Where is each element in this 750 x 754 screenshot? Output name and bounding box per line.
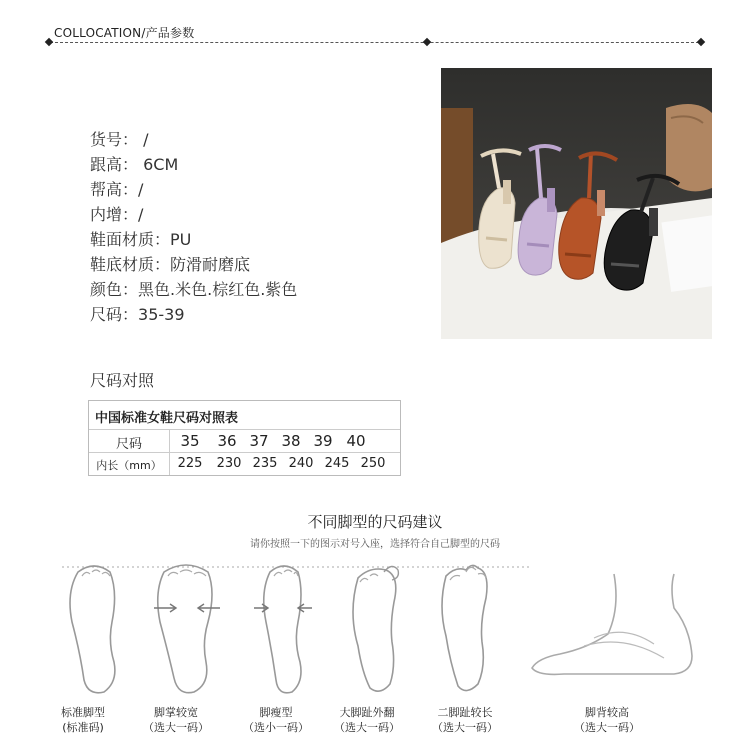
foot-type-name: 脚掌较宽 [154, 706, 198, 719]
size-chart-title: 尺码对照 [90, 371, 155, 390]
foot-guide-title: 不同脚型的尺码建议 [307, 513, 443, 531]
foot-high-instep-icon [524, 568, 710, 688]
length-row [169, 456, 391, 471]
foot-type-name: 标准脚型 [61, 706, 105, 719]
foot-type-advice: （选大一码） [432, 721, 498, 734]
size-cell: 38 [281, 432, 301, 450]
foot-bunion-icon [340, 562, 426, 698]
param-row [90, 277, 297, 302]
foot-type-label [226, 705, 326, 735]
length-row-label: 内长（mm） [96, 459, 162, 472]
foot-type-advice: （选大一码） [334, 721, 400, 734]
param-value: 黑色.米色.棕红色.紫色 [138, 280, 298, 299]
header-title: COLLOCATION/产品参数 [54, 24, 198, 41]
product-params [90, 127, 297, 327]
size-row [169, 432, 373, 450]
foot-type-name: 脚背较高 [585, 706, 629, 719]
length-cell: 235 [252, 456, 278, 471]
section-header [46, 22, 708, 46]
foot-type-advice: （选小一码） [243, 721, 309, 734]
param-value: 35-39 [138, 305, 185, 324]
size-chart-caption: 中国标准女鞋尺码对照表 [95, 411, 239, 426]
foot-type-label [126, 705, 226, 735]
table-divider [89, 452, 400, 453]
foot-type-name: 大脚趾外翻 [339, 706, 395, 719]
size-chart-table [88, 400, 401, 476]
foot-long-second-toe-icon [432, 562, 518, 698]
param-value: / [138, 180, 144, 199]
param-label: 内增： [90, 205, 139, 224]
length-cell: 250 [360, 456, 386, 471]
param-value: 防滑耐磨底 [170, 255, 251, 274]
param-row [90, 127, 297, 152]
param-row [90, 152, 297, 177]
param-row [90, 302, 297, 327]
param-label: 货号： [90, 130, 139, 149]
size-cell: 37 [249, 432, 269, 450]
param-value: / [138, 205, 144, 224]
size-cell: 36 [217, 432, 237, 450]
param-label: 跟高： [90, 155, 139, 174]
param-label: 颜色： [90, 280, 139, 299]
param-label: 鞋面材质： [90, 230, 171, 249]
param-row [90, 202, 297, 227]
size-cell: 40 [346, 432, 366, 450]
foot-type-advice: (标准码) [62, 721, 104, 734]
length-cell: 240 [288, 456, 314, 471]
foot-type-label [33, 705, 133, 735]
foot-wide-icon [150, 562, 236, 698]
param-value: PU [170, 230, 192, 249]
param-value: / [138, 130, 149, 149]
param-row [90, 252, 297, 277]
param-label: 帮高： [90, 180, 139, 199]
diamond-bullet-icon [697, 38, 705, 46]
diamond-bullet-icon [423, 38, 431, 46]
foot-type-advice: （选大一码） [574, 721, 640, 734]
foot-type-name: 脚瘦型 [259, 706, 293, 719]
length-cell: 245 [324, 456, 350, 471]
foot-type-advice: （选大一码） [143, 721, 209, 734]
foot-type-label [415, 705, 515, 735]
product-photo [441, 68, 712, 339]
param-value: 6CM [138, 155, 179, 174]
length-cell: 230 [216, 456, 242, 471]
param-row [90, 177, 297, 202]
foot-slim-icon [250, 562, 336, 698]
param-label: 鞋底材质： [90, 255, 171, 274]
size-cell: 39 [313, 432, 333, 450]
foot-type-label [317, 705, 417, 735]
diamond-bullet-icon [45, 38, 53, 46]
param-row [90, 227, 297, 252]
foot-standard-icon [60, 562, 146, 698]
length-cell: 225 [177, 456, 203, 471]
table-divider [89, 429, 400, 430]
foot-guide-subtitle: 请你按照一下的图示对号入座，选择符合自己脚型的尺码 [250, 539, 500, 550]
foot-type-name: 二脚趾较长 [437, 706, 493, 719]
size-cell: 35 [180, 432, 200, 450]
size-row-label: 尺码 [115, 437, 142, 452]
sandals-illustration [441, 68, 712, 339]
param-label: 尺码： [90, 305, 139, 324]
header-dashed-line [50, 42, 704, 43]
foot-type-label [557, 705, 657, 735]
